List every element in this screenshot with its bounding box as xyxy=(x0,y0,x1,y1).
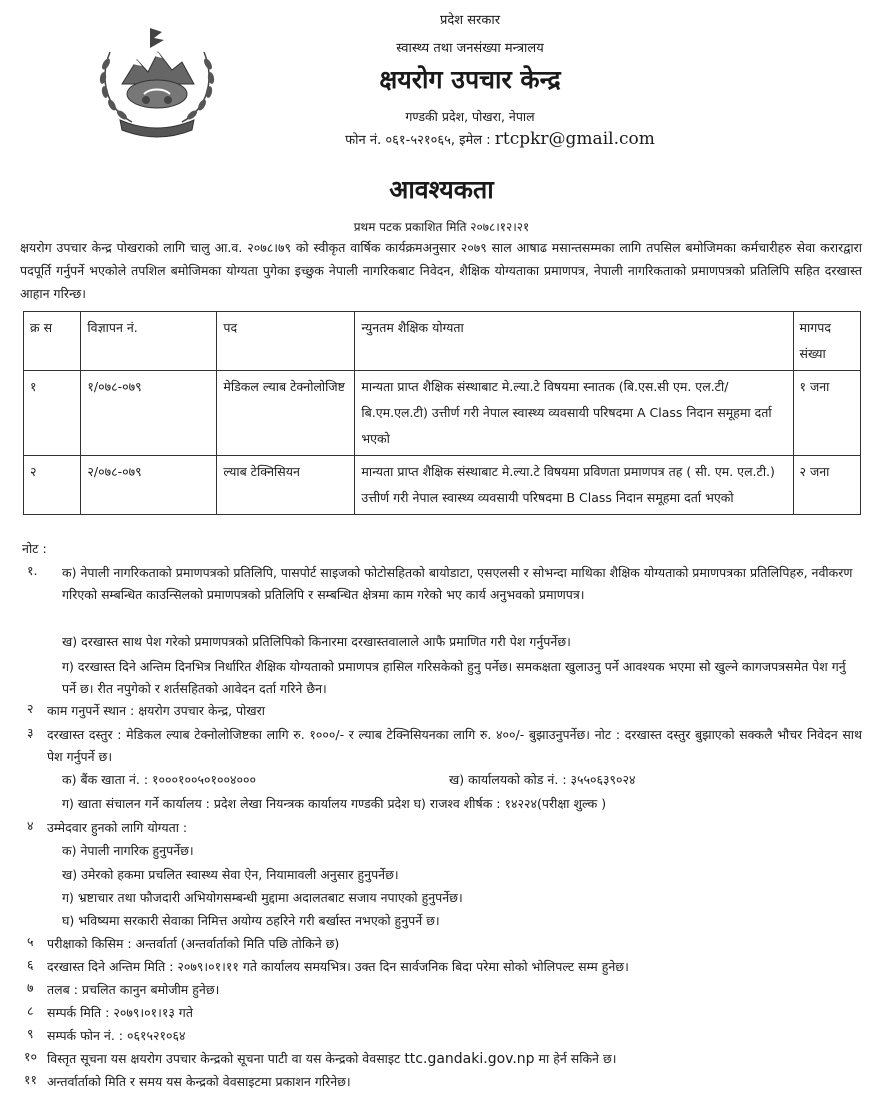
cell-ad-no: १/०७८-०७९ xyxy=(81,371,217,456)
note-number: १. xyxy=(27,563,38,578)
nepal-emblem-icon xyxy=(92,22,222,140)
header-ad-no: विज्ञापन नं. xyxy=(81,312,217,371)
note-10 xyxy=(47,1048,862,1070)
published-date: प्रथम पटक प्रकाशित मिति २०७८।१२।२१ xyxy=(353,220,530,234)
cell-count: २ जना xyxy=(793,456,861,515)
note-4: उम्मेदवार हुनको लागि योग्यता : xyxy=(47,820,188,835)
cell-qualification: मान्यता प्राप्त शैक्षिक संस्थाबाट मे.ल्या.टे विषयमा प्रविणता प्रमाणपत्र तह ( सी. एम. एल.टी.) उत्तीर्ण गरी नेपाल स्वास्थ्य व्यवसायी परिषदमा B Class निदान समूहमा दर्ता भएको xyxy=(355,456,793,515)
cell-qualification: मान्यता प्राप्त शैक्षिक संस्थाबाट मे.ल्या.टे विषयमा स्नातक (बि.एस.सी एम. एल.टी/बि.एम.एल.टी) उत्तीर्ण गरी नेपाल स्वास्थ्य व्यवसायी परिषदमा A Class निदान समूहमा दर्ता भएको xyxy=(355,371,793,456)
cell-post: मेडिकल ल्याब टेक्नोलोजिष्ट xyxy=(217,371,355,456)
note-3: दरखास्त दस्तुर : मेडिकल ल्याब टेक्नोलोजिष्टका लागि रु. १०००/- र ल्याब टेक्निसियनका लागि रु. ४००/- बुझाउनुपर्नेछ। नोट : दरखास्त दस्तुर बुझाएको सक्कलै भौचर निवेदन साथ पेश गर्नुपर्ने छ। xyxy=(47,727,862,764)
website-link[interactable]: ttc.gandaki.gov.np xyxy=(404,1051,535,1067)
note-5: परीक्षाको किसिम : अन्तर्वार्ता (अन्तर्वार्ताको मिति पछि तोकिने छ) xyxy=(47,936,340,951)
header-post: पद xyxy=(217,312,355,371)
note-number: ११ xyxy=(24,1072,38,1087)
note-8: सम्पर्क मिति : २०७९।०१।१३ गते xyxy=(47,1005,193,1020)
note-10-text-end: मा हेर्न सकिने छ। xyxy=(534,1051,617,1066)
note-11: अन्तर्वार्ताको मिति र समय यस केन्द्रको वेवसाइटमा प्रकाशन गरिनेछ। xyxy=(47,1074,351,1089)
table-row xyxy=(24,371,861,456)
cell-sn: १ xyxy=(24,371,81,456)
cell-post: ल्याब टेक्निसियन xyxy=(217,456,355,515)
note-2: काम गनुपर्ने स्थान : क्षयरोग उपचार केन्द्र, पोखरा xyxy=(47,703,265,718)
note-number: ७ xyxy=(27,980,34,995)
cell-ad-no: २/०७८-०७९ xyxy=(81,456,217,515)
intro-paragraph: क्षयरोग उपचार केन्द्र पोखराको लागि चालु आ.व. २०७८।७९ को स्वीकृत वार्षिक कार्यक्रमअनुसार २०७९ साल आषाढ मसान्तसम्मका लागि तपसिल बमोजिमका कर्मचारीहरु सेवा करारद्वारा पदपूर्ति गर्नुपर्ने भएकोले तपशिल बमोजिमका योग्यता पुगेका इच्छुक नेपाली नागरिकबाट निवेदन, शैक्षिक योग्यताका प्रमाणपत्र, नेपाली नागरिकताको प्रमाणपत्रको प्रतिलिपि सहित दरखास्त आहान गरिन्छ। xyxy=(20,240,862,301)
note-7: तलब : प्रचलित कानुन बमोजीम हुनेछ। xyxy=(47,982,220,997)
table-header-row xyxy=(24,312,861,371)
email-link[interactable]: rtcpkr@gmail.com xyxy=(494,129,655,149)
header-sn: क्र स xyxy=(24,312,81,371)
cell-count: १ जना xyxy=(793,371,861,456)
header-count: मागपद संख्या xyxy=(793,312,861,371)
note-4d: घ) भविष्यमा सरकारी सेवाका निमित्त अयोग्य ठहरिने गरी बर्खास्त नभएको हुनुपर्ने छ। xyxy=(62,913,440,928)
cell-sn: २ xyxy=(24,456,81,515)
government-label: प्रदेश सरकार xyxy=(439,13,501,28)
note-number: ६ xyxy=(27,957,34,972)
note-4a: क) नेपाली नागरिक हुनुपर्नेछ। xyxy=(62,843,194,858)
note-3b: ख) कार्यालयको कोड नं. : ३५५०६३९०२४ xyxy=(449,772,636,787)
note-9: सम्पर्क फोन नं. : ०६१५२१०६४ xyxy=(47,1028,186,1043)
office-name: क्षयरोग उपचार केन्द्र xyxy=(379,65,561,94)
note-6: दरखास्त दिने अन्तिम मिति : २०७९।०१।११ गते कार्यालय समयभित्र। उक्त दिन सार्वजनिक बिदा परेमा सोको भोलिपल्ट सम्म हुनेछ। xyxy=(47,959,629,974)
header-qualification: न्युनतम शैक्षिक योग्यता xyxy=(355,312,793,371)
note-number: ८ xyxy=(27,1003,34,1018)
note-3a: क) बैंक खाता नं. : १०००१००५०१००४००० xyxy=(62,772,257,787)
table-row xyxy=(24,456,861,515)
vacancy-table xyxy=(23,311,861,515)
note-1c: ग) दरखास्त दिने अन्तिम दिनभित्र निर्धारित शैक्षिक योग्यताको प्रमाणपत्र हासिल गरिसकेको हुनु पर्नेछ। समकक्षता खुलाउनु पर्ने आवश्यक भएमा सो खुल्ने कागजपत्रसमेत पेश गर्नु पर्ने छ। रीत नपुगेको र शर्तसहितको आवेदन दर्ता गरिने छैन। xyxy=(62,659,846,696)
note-4c: ग) भ्रष्टाचार तथा फौजदारी अभियोगसम्बन्धी मुद्दामा अदालतबाट सजाय नपाएको हुनुपर्नेछ। xyxy=(62,890,463,905)
ministry-label: स्वास्थ्य तथा जनसंख्या मन्त्रालय xyxy=(396,41,544,56)
note-1a: क) नेपाली नागरिकताको प्रमाणपत्रको प्रतिलिपि, पासपोर्ट साइजको फोटोसहितको बायोडाटा, एसएलसी र सोभन्दा माथिका शैक्षिक योग्यताको प्रमाणपत्रका प्रतिलिपिहरु, नवीकरण गरिएको सम्बन्धित काउन्सिलको प्रमाणपत्रको प्रतिलिपि र सम्बन्धित क्षेत्रमा काम गरेको भए कार्य अनुभवको प्रमाणपत्र। xyxy=(62,565,853,602)
note-number: ३ xyxy=(27,725,34,740)
phone-text: फोन नं. ०६१-५२१०६५, इमेल : xyxy=(345,133,495,148)
office-address: गण्डकी प्रदेश, पोखरा, नेपाल xyxy=(405,109,535,124)
note-number: १० xyxy=(24,1049,38,1064)
note-4b: ख) उमेरको हकमा प्रचलित स्वास्थ्य सेवा ऐन, नियामावली अनुसार हुनुपर्नेछ। xyxy=(62,867,399,882)
note-number: २ xyxy=(27,701,34,716)
note-number: ९ xyxy=(27,1026,34,1041)
note-10-text: विस्तृत सूचना यस क्षयरोग उपचार केन्द्रको सूचना पाटी वा यस केन्द्रको वेवसाइट xyxy=(47,1051,405,1066)
notice-title: आवश्यकता xyxy=(389,175,494,204)
note-1b: ख) दरखास्त साथ पेश गरेको प्रमाणपत्रको प्रतिलिपिको किनारमा दरखास्तवालाले आफै प्रमाणित गरी पेश गर्नुपर्नेछ। xyxy=(62,634,571,649)
contact-line xyxy=(300,129,700,149)
notes-label: नोट : xyxy=(22,541,47,556)
note-3c: ग) खाता संचालन गर्ने कार्यालय : प्रदेश लेखा नियन्त्रक कार्यालय गण्डकी प्रदेश घ) राजश्व शीर्षक : १४२२४(परीक्षा शुल्क ) xyxy=(62,796,607,811)
note-number: ४ xyxy=(27,818,34,833)
note-number: ५ xyxy=(27,934,34,949)
